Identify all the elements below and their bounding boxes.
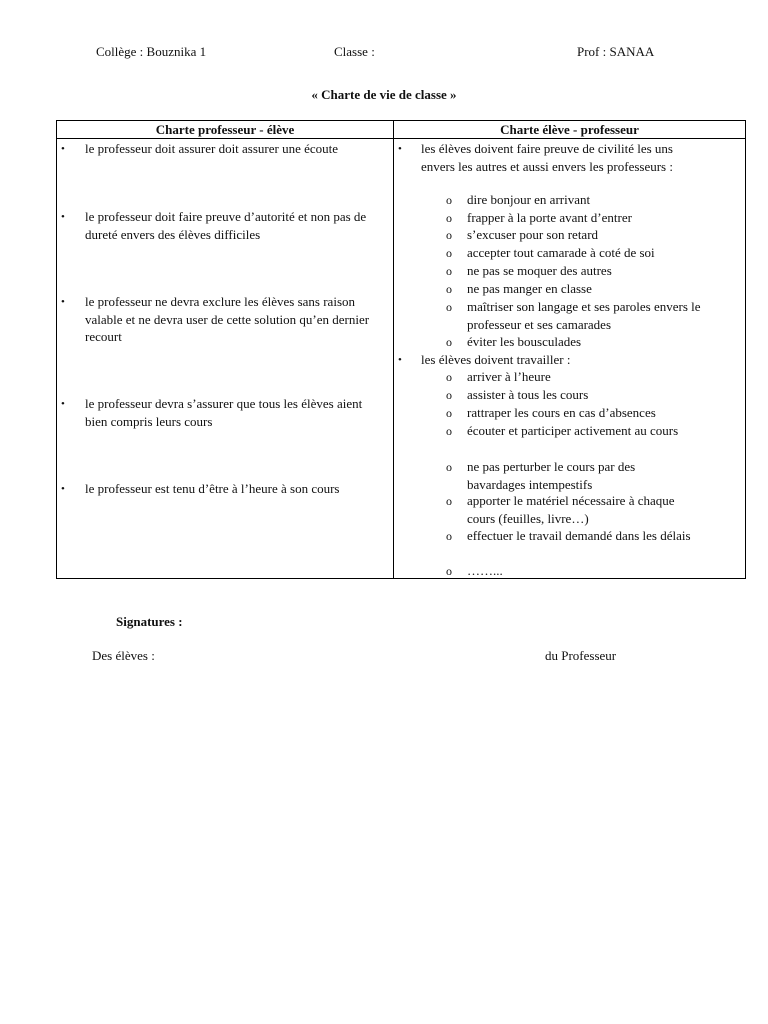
sub-bullet-icon: o	[446, 228, 452, 242]
civility-subitem-3: s’excuser pour son retard	[467, 227, 599, 242]
civility-subitem-1: dire bonjour en arrivant	[467, 192, 591, 207]
work-subitem-7: effectuer le travail demandé dans les délais	[467, 528, 691, 543]
bullet-icon: •	[61, 143, 65, 155]
sub-bullet-icon: o	[446, 193, 452, 207]
signatures-heading: Signatures :	[116, 614, 183, 629]
teacher-charter-column	[57, 121, 394, 578]
civility-subitem-8: éviter les bousculades	[467, 334, 582, 349]
bullet-icon: •	[61, 398, 65, 410]
work-subitem-2: assister à tous les cours	[467, 387, 589, 402]
sub-bullet-icon: o	[446, 529, 452, 543]
header-classe: Classe :	[334, 44, 375, 59]
work-subitem-6: apporter le matériel nécessaire à chaque cours (feuilles, livre…)	[467, 493, 675, 526]
student-charter-header: Charte élève - professeur	[394, 121, 745, 139]
bullet-icon: •	[398, 354, 402, 366]
bullet-icon: •	[61, 296, 65, 308]
teacher-item-5: le professeur est tenu d’être à l’heure à son cours	[85, 481, 340, 496]
sub-bullet-icon: o	[446, 460, 452, 474]
civility-subitem-2: frapper à la porte avant d’entrer	[467, 210, 632, 225]
sub-bullet-icon: o	[446, 335, 452, 349]
sub-bullet-icon: o	[446, 424, 452, 438]
document-title: « Charte de vie de classe »	[311, 87, 457, 102]
sub-bullet-icon: o	[446, 264, 452, 278]
civility-subitem-4: accepter tout camarade à coté de soi	[467, 245, 655, 260]
civility-subitem-7: maîtriser son langage et ses paroles envers le professeur et ses camarades	[467, 299, 701, 332]
bullet-icon: •	[398, 143, 402, 155]
teacher-item-4: le professeur devra s’assurer que tous les élèves aient bien compris leurs cours	[85, 396, 363, 429]
header-prof: Prof : SANAA	[577, 44, 655, 59]
teacher-item-2: le professeur doit faire preuve d’autorité et non pas de dureté envers des élèves difficiles	[85, 209, 367, 242]
sub-bullet-icon: o	[446, 211, 452, 225]
teacher-charter-header: Charte professeur - élève	[57, 121, 393, 139]
teacher-item-1: le professeur doit assurer doit assurer une écoute	[85, 141, 339, 156]
work-subitem-4: écouter et participer activement au cours	[467, 423, 679, 438]
sub-bullet-icon: o	[446, 564, 452, 578]
sub-bullet-icon: o	[446, 494, 452, 508]
work-section-text: les élèves doivent travailler :	[421, 352, 571, 367]
civility-subitem-5: ne pas se moquer des autres	[467, 263, 612, 278]
bullet-icon: •	[61, 483, 65, 495]
teacher-signature-label: du Professeur	[545, 648, 617, 663]
work-subitem-1: arriver à l’heure	[467, 369, 551, 384]
civility-subitem-6: ne pas manger en classe	[467, 281, 592, 296]
sub-bullet-icon: o	[446, 300, 452, 314]
teacher-item-3: le professeur ne devra exclure les élèves sans raison valable et ne devra user de cette solution qu’en dernier recourt	[85, 294, 370, 344]
civility-section-text: les élèves doivent faire preuve de civilité les uns envers les autres et aussi envers les professeurs :	[421, 141, 673, 174]
bullet-icon: •	[61, 211, 65, 223]
work-subitem-5: ne pas perturber le cours par des bavardages intempestifs	[467, 459, 636, 492]
students-signature-label: Des élèves :	[92, 648, 155, 663]
sub-bullet-icon: o	[446, 370, 452, 384]
charter-table	[56, 120, 746, 579]
sub-bullet-icon: o	[446, 246, 452, 260]
sub-bullet-icon: o	[446, 406, 452, 420]
work-subitem-8: ……...	[467, 563, 503, 578]
sub-bullet-icon: o	[446, 388, 452, 402]
work-subitem-3: rattraper les cours en cas d’absences	[467, 405, 656, 420]
student-charter-column	[394, 121, 745, 578]
sub-bullet-icon: o	[446, 282, 452, 296]
header-college: Collège : Bouznika 1	[96, 44, 207, 59]
